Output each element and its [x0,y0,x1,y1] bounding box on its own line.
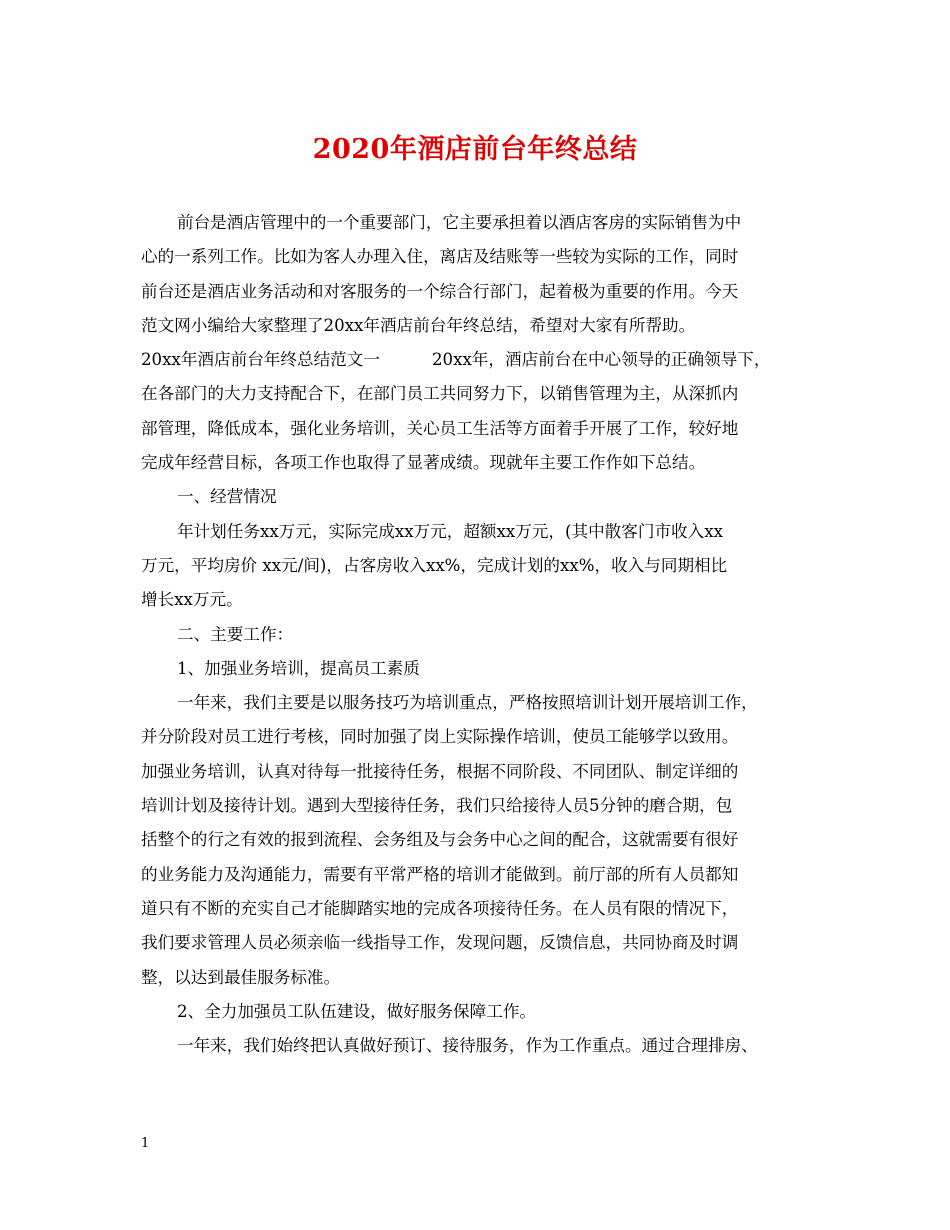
paragraph-line: 培训计划及接待计划。遇到大型接待任务，我们只给接待人员5分钟的磨合期，包 [141,796,733,816]
paragraph-line: 范文网小编给大家整理了20xx年酒店前台年终总结，希望对大家有所帮助。 [141,315,696,335]
paragraph-line: 部管理，降低成本，强化业务培训，关心员工生活等方面着手开展了工作，较好地 [141,418,739,438]
paragraph-line: 的业务能力及沟通能力，需要有平常严格的培训才能做到。前厅部的所有人员都知 [141,864,739,884]
subsection-heading: 1、加强业务培训，提高员工素质 [177,658,420,678]
section-heading: 一、经营情况 [177,487,277,507]
section-heading: 二、主要工作： [177,624,294,644]
page-number: 1 [141,1136,150,1151]
section-heading: 20xx年酒店前台年终总结范文一 [141,350,380,370]
document-title: 2020年酒店前台年终总结 [312,134,638,165]
paragraph-line: 心的一系列工作。比如为客人办理入住，离店及结账等一些较为实际的工作，同时 [141,247,739,267]
paragraph-line: 前台是酒店管理中的一个重要部门，它主要承担着以酒店客房的实际销售为中 [177,213,742,232]
paragraph-line: 增长xx万元。 [141,590,243,610]
paragraph-line: 年计划任务xx万元，实际完成xx万元，超额xx万元，(其中散客门市收入xx [177,521,723,541]
paragraph-line: 前台还是酒店业务活动和对客服务的一个综合行部门，起着极为重要的作用。今天 [141,281,739,301]
paragraph-line: 在各部门的大力支持配合下，在部门员工共同努力下，以销售管理为主，从深抓内 [141,384,739,404]
paragraph-line: 整，以达到最佳服务标准。 [141,967,341,987]
paragraph-text: 20xx年，酒店前台在中心领导的正确领导下， [431,350,771,370]
paragraph-line: 括整个的行之有效的报到流程、会务组及与会务中心之间的配合，这就需要有很好 [141,830,739,850]
paragraph-line: 完成年经营目标，各项工作也取得了显著成绩。现就年主要工作作如下总结。 [141,453,706,473]
paragraph-line: 一年来，我们始终把认真做好预订、接待服务，作为工作重点。通过合理排房、 [177,1036,758,1056]
paragraph-line: 万元，平均房价 xx元/间)，占客房收入xx%，完成计划的xx%，收入与同期相比 [141,555,728,575]
paragraph-line: 道只有不断的充实自己才能脚踏实地的完成各项接待任务。在人员有限的情况下， [141,898,739,918]
paragraph-line: 一年来，我们主要是以服务技巧为培训重点，严格按照培训计划开展培训工作， [177,693,758,713]
paragraph-line-combined [141,343,827,377]
document-body [141,206,827,1063]
paragraph-line: 加强业务培训，认真对待每一批接待任务，根据不同阶段、不同团队、制定详细的 [141,761,739,781]
paragraph-line: 我们要求管理人员必须亲临一线指导工作，发现问题，反馈信息，共同协商及时调 [141,933,739,953]
subsection-heading: 2、全力加强员工队伍建设，做好服务保障工作。 [177,1001,537,1021]
paragraph-line: 并分阶段对员工进行考核，同时加强了岗上实际操作培训，使员工能够学以致用。 [141,727,739,747]
